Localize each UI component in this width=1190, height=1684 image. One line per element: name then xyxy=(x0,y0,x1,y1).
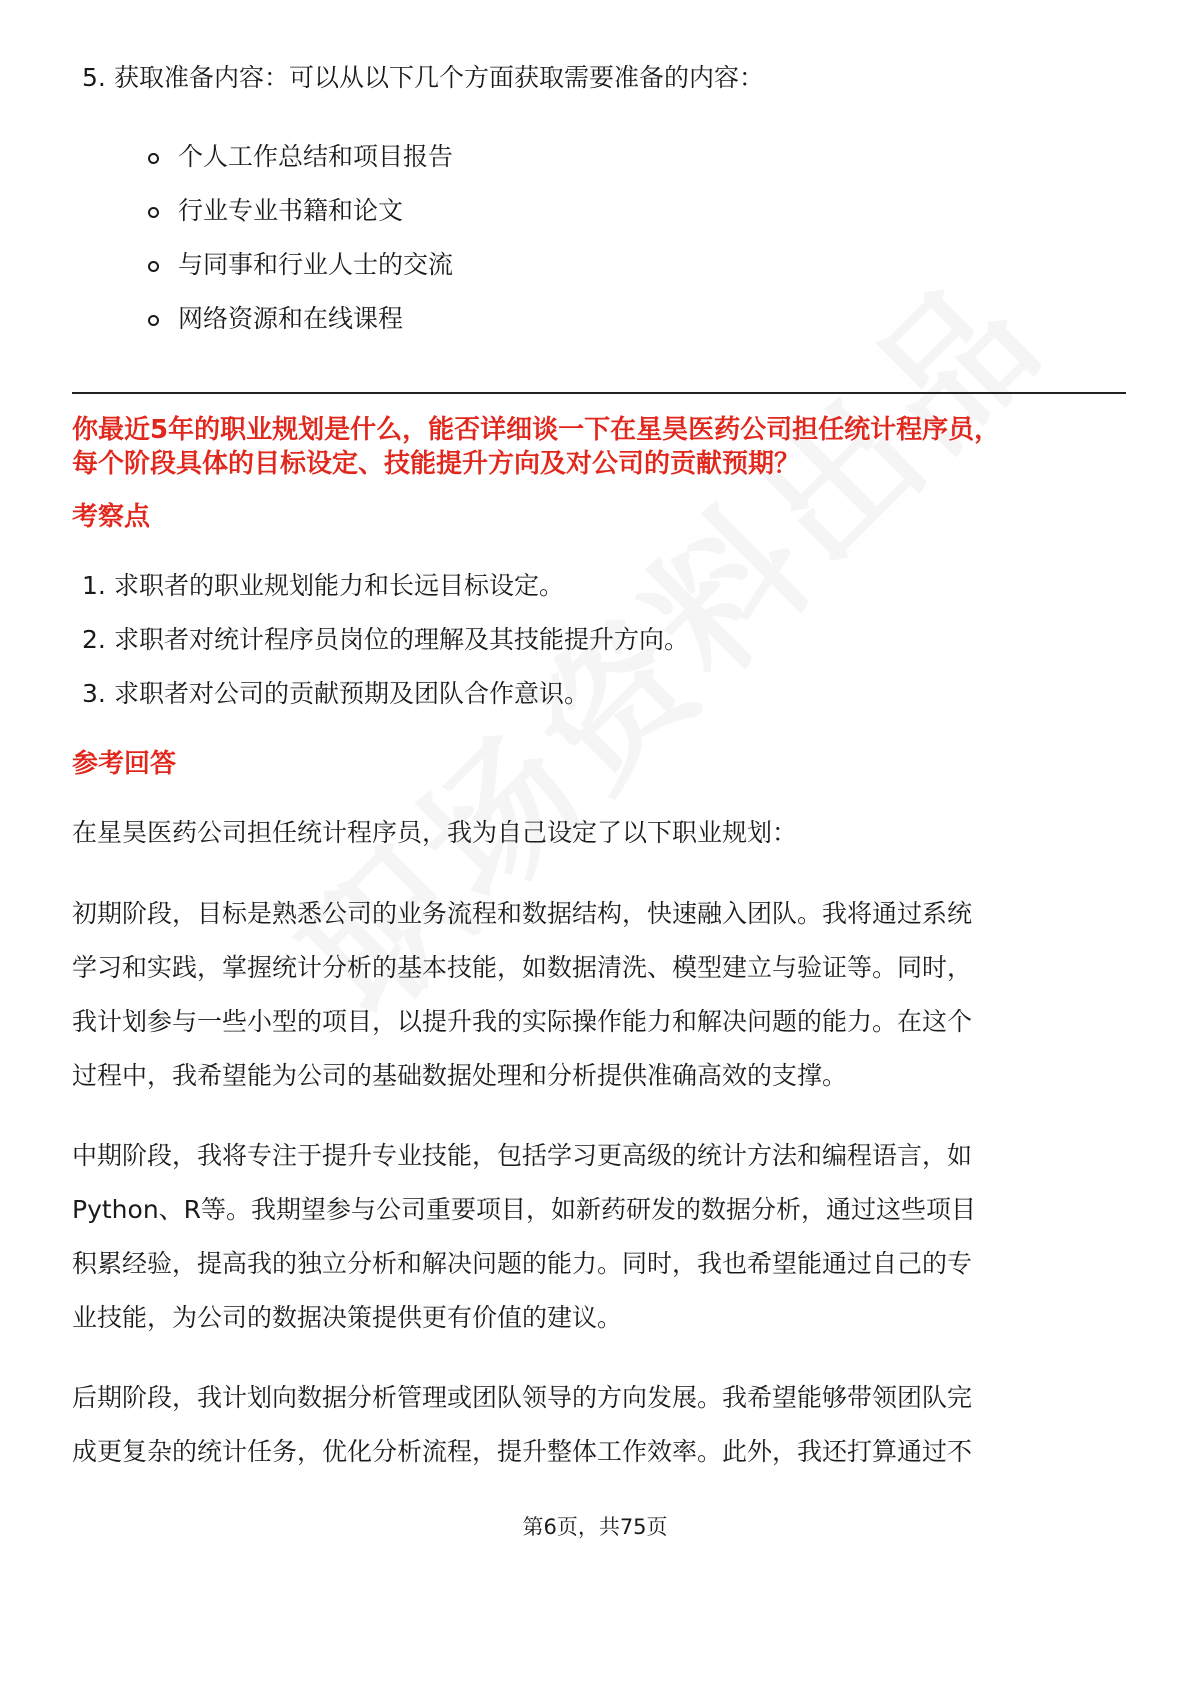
answer-intro: 在星昊医药公司担任统计程序员，我为自己设定了以下职业规划： xyxy=(72,818,798,847)
bullet-item: 网络资源和在线课程 xyxy=(178,304,404,333)
paragraph-line: 初期阶段，目标是熟悉公司的业务流程和数据结构，快速融入团队。我将通过系统 xyxy=(72,899,973,928)
section-divider xyxy=(72,392,1126,394)
list-item-number: 3. xyxy=(82,679,106,708)
bullet-item: 行业专业书籍和论文 xyxy=(178,196,404,225)
list-item-text: 求职者的职业规划能力和长远目标设定。 xyxy=(114,571,565,600)
list-item-number: 2. xyxy=(82,625,106,654)
list-item-text: 求职者对统计程序员岗位的理解及其技能提升方向。 xyxy=(114,625,690,654)
bullet-item: 与同事和行业人士的交流 xyxy=(178,250,454,279)
bullet-circle-icon xyxy=(148,261,159,272)
section-heading-exam-points: 考察点 xyxy=(72,502,151,532)
list-item-number: 1. xyxy=(82,571,106,600)
bullet-circle-icon xyxy=(148,153,159,164)
paragraph-line: 业技能，为公司的数据决策提供更有价值的建议。 xyxy=(72,1303,623,1332)
section-heading-answer: 参考回答 xyxy=(72,749,177,779)
list-item-text: 求职者对公司的贡献预期及团队合作意识。 xyxy=(114,679,590,708)
question-line: 你最近5年的职业规划是什么，能否详细谈一下在星昊医药公司担任统计程序员， xyxy=(72,415,1001,445)
paragraph-line: 我计划参与一些小型的项目，以提升我的实际操作能力和解决问题的能力。在这个 xyxy=(72,1007,973,1036)
bullet-circle-icon xyxy=(148,315,159,326)
paragraph-line: 后期阶段，我计划向数据分析管理或团队领导的方向发展。我希望能够带领团队完 xyxy=(72,1383,973,1412)
paragraph-line: 学习和实践，掌握统计分析的基本技能，如数据清洗、模型建立与验证等。同时， xyxy=(72,953,973,982)
paragraph-line: 成更复杂的统计任务，优化分析流程，提升整体工作效率。此外，我还打算通过不 xyxy=(72,1437,973,1466)
page-number: 第6页，共75页 xyxy=(522,1515,668,1539)
bullet-circle-icon xyxy=(148,207,159,218)
list-item-text: 获取准备内容：可以从以下几个方面获取需要准备的内容： xyxy=(114,63,765,92)
paragraph-line: 中期阶段，我将专注于提升专业技能，包括学习更高级的统计方法和编程语言，如 xyxy=(72,1141,973,1170)
bullet-item: 个人工作总结和项目报告 xyxy=(178,142,454,171)
question-line: 每个阶段具体的目标设定、技能提升方向及对公司的贡献预期？ xyxy=(72,449,801,479)
list-item-number: 5. xyxy=(82,63,106,92)
paragraph-line: Python、R等。我期望参与公司重要项目，如新药研发的数据分析，通过这些项目 xyxy=(72,1195,977,1224)
paragraph-line: 积累经验，提高我的独立分析和解决问题的能力。同时，我也希望能通过自己的专 xyxy=(72,1249,973,1278)
paragraph-line: 过程中，我希望能为公司的基础数据处理和分析提供准确高效的支撑。 xyxy=(72,1061,848,1090)
